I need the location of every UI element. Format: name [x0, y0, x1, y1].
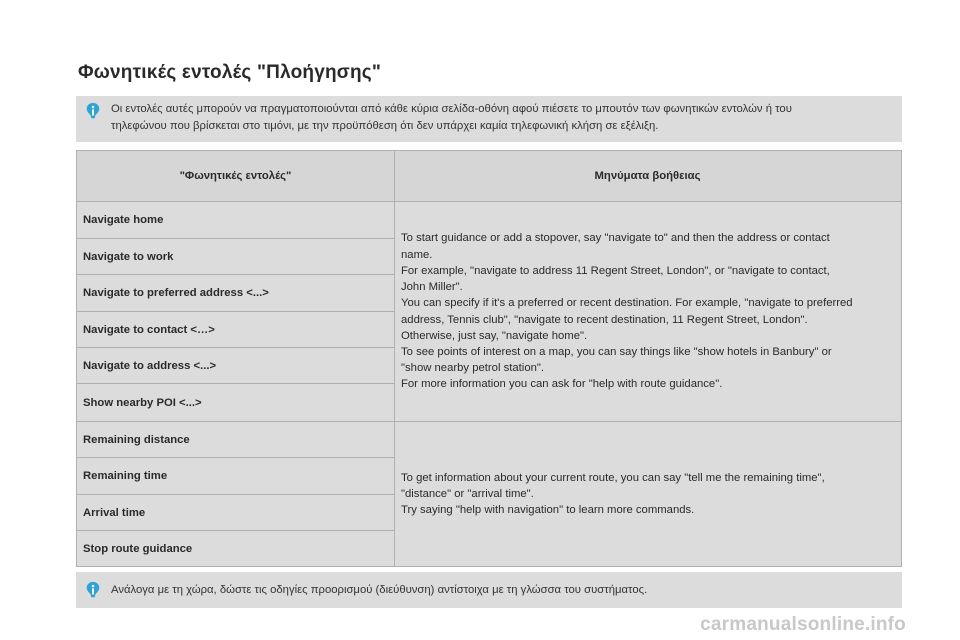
- command-row: Remaining time: [77, 457, 394, 494]
- watermark: carmanualsonline.info: [700, 614, 906, 635]
- help-line: You can specify if it's a preferred or recent destination. For example, "navigate to preferred: [401, 297, 853, 310]
- command-row: Navigate to preferred address <...>: [77, 274, 394, 311]
- help-line: name.: [401, 248, 433, 261]
- help-line: Otherwise, just say, "navigate home".: [401, 329, 588, 342]
- command-row: Arrival time: [77, 494, 394, 530]
- command-row: Navigate to work: [77, 238, 394, 274]
- info-note-text: Ανάλογα με τη χώρα, δώστε τις οδηγίες προορισμού (διεύθυνση) αντίστοιχα με τη γλώσσα του συστήματος.: [111, 584, 648, 596]
- info-icon: [84, 581, 102, 599]
- command-row: Remaining distance: [77, 421, 394, 457]
- help-line: address, Tennis club", "navigate to recent destination, 11 Regent Street, London".: [401, 313, 808, 326]
- info-note-bottom: [76, 572, 902, 608]
- header-voice-commands: "Φωνητικές εντολές": [179, 170, 292, 182]
- help-line: For example, "navigate to address 11 Regent Street, London", or "navigate to contact,: [401, 264, 830, 277]
- help-line: "distance" or "arrival time".: [401, 487, 534, 500]
- command-row: Navigate to contact <…>: [77, 311, 394, 347]
- help-line: To start guidance or add a stopover, say "navigate to" and then the address or contact: [401, 232, 830, 245]
- command-row: Show nearby POI <...>: [77, 383, 394, 421]
- help-message-route-info: [395, 421, 901, 566]
- help-message-navigation: [395, 201, 901, 421]
- help-line: Try saying "help with navigation" to learn more commands.: [401, 504, 695, 517]
- command-row: Navigate home: [77, 201, 394, 238]
- help-line: To see points of interest on a map, you can say things like "show hotels in Banbury" or: [401, 345, 832, 358]
- page-title: Φωνητικές εντολές "Πλοήγησης": [78, 62, 382, 83]
- info-note-top: [76, 96, 902, 142]
- command-row: Navigate to address <...>: [77, 347, 394, 383]
- voice-commands-table: [76, 150, 902, 567]
- command-row: Stop route guidance: [77, 530, 394, 566]
- help-line: John Miller".: [401, 281, 463, 294]
- info-note-line: τηλεφώνου που βρίσκεται στο τιμόνι, με την προϋπόθεση ότι δεν υπάρχει καμία τηλεφωνική κλήση σε εξέλιξη.: [111, 120, 659, 132]
- table-header: [77, 151, 901, 201]
- header-help-messages: Μηνύματα βοήθειας: [594, 170, 701, 182]
- help-line: To get information about your current route, you can say "tell me the remaining time",: [401, 471, 825, 484]
- info-note-line: Οι εντολές αυτές μπορούν να πραγματοποιούνται από κάθε κύρια σελίδα-οθόνη αφού πιέσετε το μπουτόν των φωνητικών εντολών ή του: [111, 103, 792, 115]
- info-note-text: [111, 101, 890, 135]
- help-line: For more information you can ask for "help with route guidance".: [401, 378, 723, 391]
- info-icon: [84, 102, 102, 120]
- help-line: "show nearby petrol station".: [401, 362, 545, 375]
